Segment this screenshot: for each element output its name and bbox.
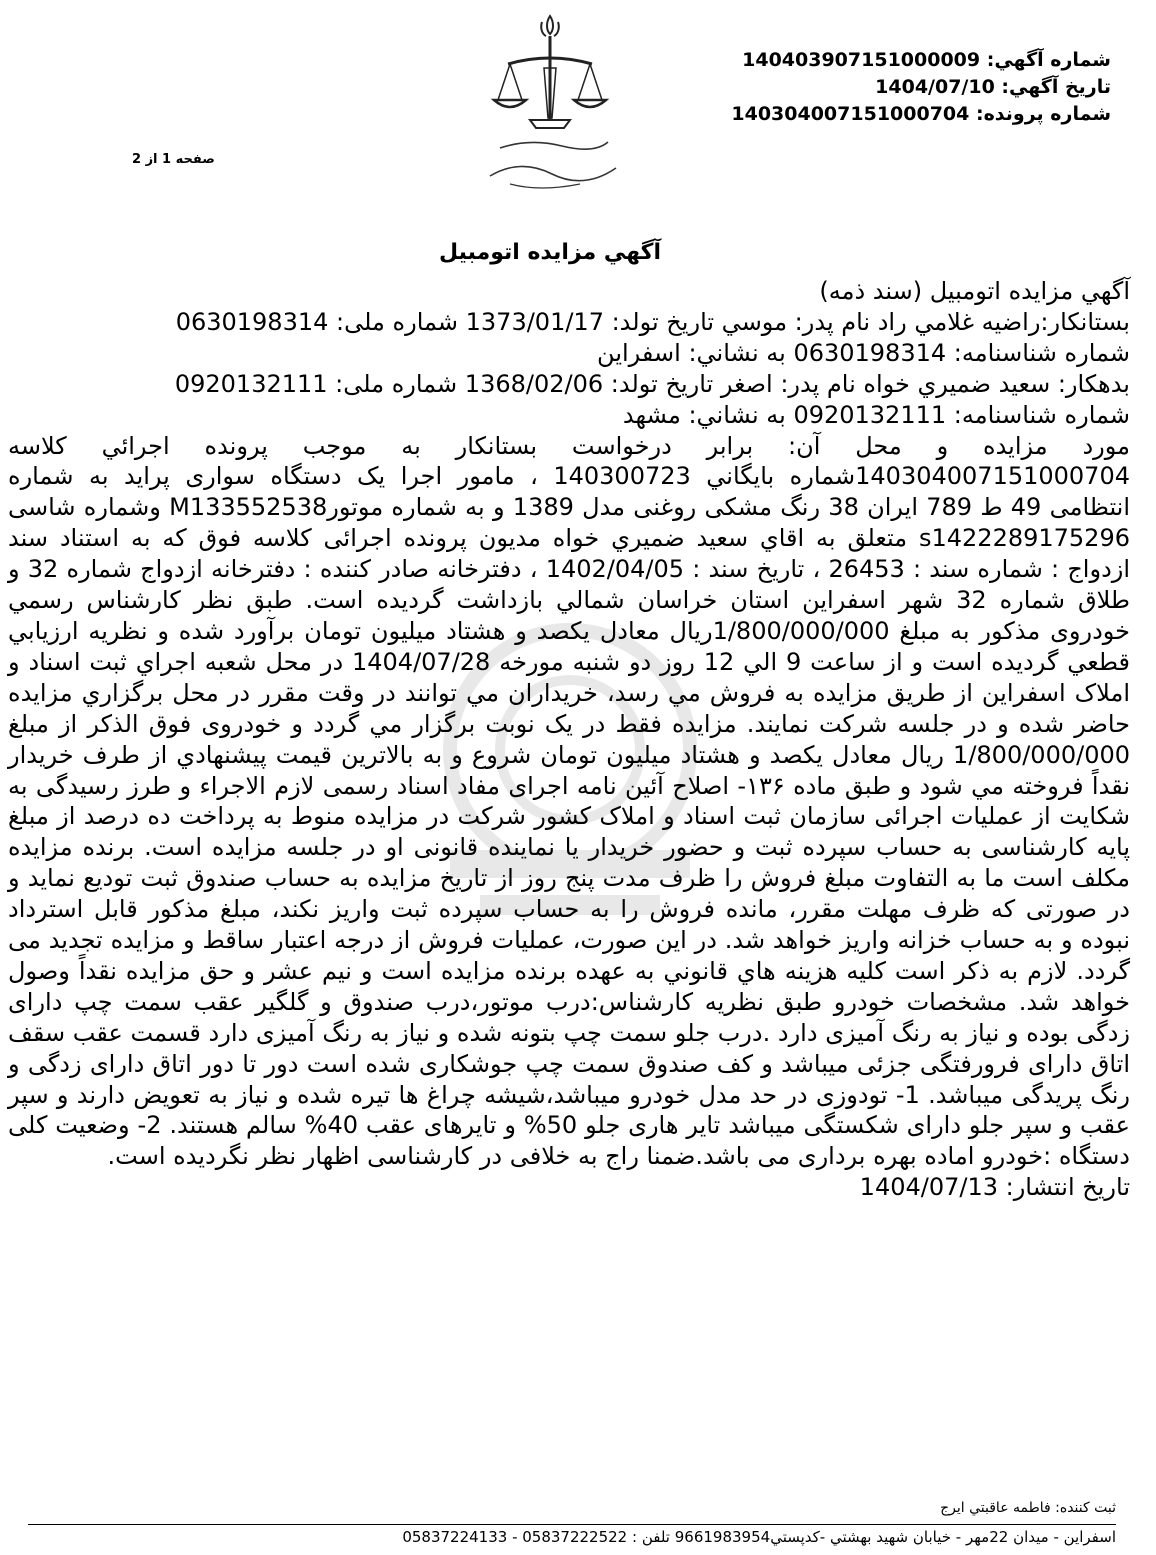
ad-number: 14040390715100000​9 xyxy=(742,49,981,71)
case-number-label: شماره پرونده: xyxy=(975,103,1111,125)
case-number-line xyxy=(731,101,1111,127)
ad-number-line xyxy=(742,47,1111,73)
debtor-line: بدهكار: سعيد ضميري خواه نام پدر: اصغر تاريخ تولد: 1368/02/06 شماره ملی: 0920132111 xyxy=(174,369,1130,398)
document-title: آگهي مزايده اتومبيل xyxy=(438,240,662,265)
publication-date: تاريخ انتشار: 1404/07/13 xyxy=(859,1173,1130,1202)
creditor-id-line: شماره شناسنامه: 0630198314 به نشاني: اسفراين xyxy=(597,338,1130,367)
ad-date-line xyxy=(875,74,1111,100)
case-number: 140304007151000704 xyxy=(731,103,970,125)
footer-divider xyxy=(28,1524,1116,1525)
ad-date: 1404/07/10 xyxy=(875,76,995,98)
debtor-id-line: شماره شناسنامه: 0920132111 به نشاني: مشهد xyxy=(622,400,1130,429)
auction-details-paragraph: مورد مزايده و محل آن: برابر درخواست بستانكار به موجب پرونده اجرائي كلاسه 140304007151000704شماره بايگاني 140300723 ، مامور اجرا یک دستگاه سواری پراید به شماره انتظامی 49 ط 789 ایران 38 رنگ مشکی روغنی مدل 1389 و به شماره موتورM133552538 وشماره شاسی s1422289175296 متعلق به اقاي سعيد ضميري خواه مديون پرونده اجرائی كلاسه فوق كه به استناد سند ازدواج : شماره سند : 26453 ، تاريخ سند : 1402/04/05 ، دفترخانه صادر كننده : دفترخانه ازدواج شماره 32 و طلاق شماره 32 شهر اسفراين استان خراسان شمالي بازداشت گرديده است. طبق نظر كارشناس رسمي خودروی مذكور به مبلغ 1/800/000/000ريال معادل يكصد و هشتاد ميليون تومان برآورد شده و نظريه ارزيابي قطعي گرديده است و از ساعت 9 الي 12 روز دو شنبه مورخه 1404/07/28 در محل شعبه اجراي ثبت اسناد و املاک اسفراين از طريق مزايده به فروش مي رسد، خريداران مي توانند در وقت مقرر در محل برگزاري مزايده حاضر شده و در جلسه شركت نمايند. مزايده فقط در يک نوبت برگزار مي گردد و خودروی فوق الذكر از مبلغ 1/800/000/000 ريال معادل يكصد و هشتاد ميليون تومان شروع و به بالاترين قيمت پيشنهادي از طرف خريدار نقداً فروخته مي شود و طبق ماده ۱۳۶- اصلاح آئين نامه اجرای مفاد اسناد رسمی لازم الاجراء و طرز رسیدگی به شکایت از عملیات اجرائی سازمان ثبت اسناد و املاک کشور شرکت در مزایده منوط به پرداخت ده درصد از مبلغ پایه کارشناسی به حساب سپرده ثبت و حضور خریدار یا نماینده قانونی او در جلسه مزایده است. برنده مزایده مکلف است ما به التفاوت مبلغ فروش را ظرف مدت پنج روز از تاریخ مزایده به حساب صندوق ثبت تودیع نماید و در صورتی که ظرف مهلت مقرر، مانده فروش را به حساب سپرده ثبت واریز نکند، مبلغ مذکور قابل استرداد نبوده و به حساب خزانه واریز خواهد شد. در این صورت، عملیات فروش از درجه اعتبار ساقط و مزایده تجدید می گردد. لازم به ذكر است كليه هزينه هاي قانوني به عهده برنده مزايده است و نيم عشر و حق مزايده نقداً وصول خواهد شد. مشخصات خودرو طبق نظريه كارشناس:درب موتور،درب صندوق و گلگیر عقب سمت چپ دارای زدگی بوده و نیاز به رنگ آمیزی دارد .درب جلو سمت چپ بتونه شده و نیاز به رنگ آمیزی دارد قسمت عقب سقف اتاق دارای فرورفتگی جزئی میباشد و کف صندوق سمت چپ جوشکاری شده است دور تا دور اتاق دارای زدگی و رنگ پریدگی میباشد. 1- تودوزی در حد مدل خودرو میباشد،شیشه چراغ ها تیره شده و نیاز به تعویض دارند و سپر عقب و سپر جلو دارای شکستگی میباشد تایر هاری جلو 50% و تایرهای عقب 40% سالم هستند. 2- وضعیت کلی دستگاه :خودرو اماده بهره برداری می باشد.ضمنا راج به خلافی در کارشناسی اظهار نظر نگردیده است. xyxy=(8,431,1131,1171)
page-indicator: صفحه 1 از 2 xyxy=(132,152,215,167)
creditor-line: بستانكار:راضيه غلامي راد نام پدر: موسي تاريخ تولد: 1373/01/17 شماره ملی: 0630198314 xyxy=(175,307,1130,336)
judiciary-scales-emblem-icon xyxy=(470,8,630,198)
notice-body xyxy=(8,276,1130,1203)
ad-date-label: تاريخ آگهي: xyxy=(1001,76,1111,98)
notice-heading: آگهي مزايده اتومبيل (سند ذمه) xyxy=(819,277,1130,305)
office-address-line: اسفراين - ميدان 22مهر - خيابان شهيد بهشتي -كدپستي9661983954 تلفن : 05837222522 - 05837224133 xyxy=(402,1528,1116,1546)
ad-number-label: شماره آگهي: xyxy=(986,49,1111,71)
registrar-line: ثبت كننده: فاطمه عاقبتي ايرج xyxy=(940,1500,1116,1516)
